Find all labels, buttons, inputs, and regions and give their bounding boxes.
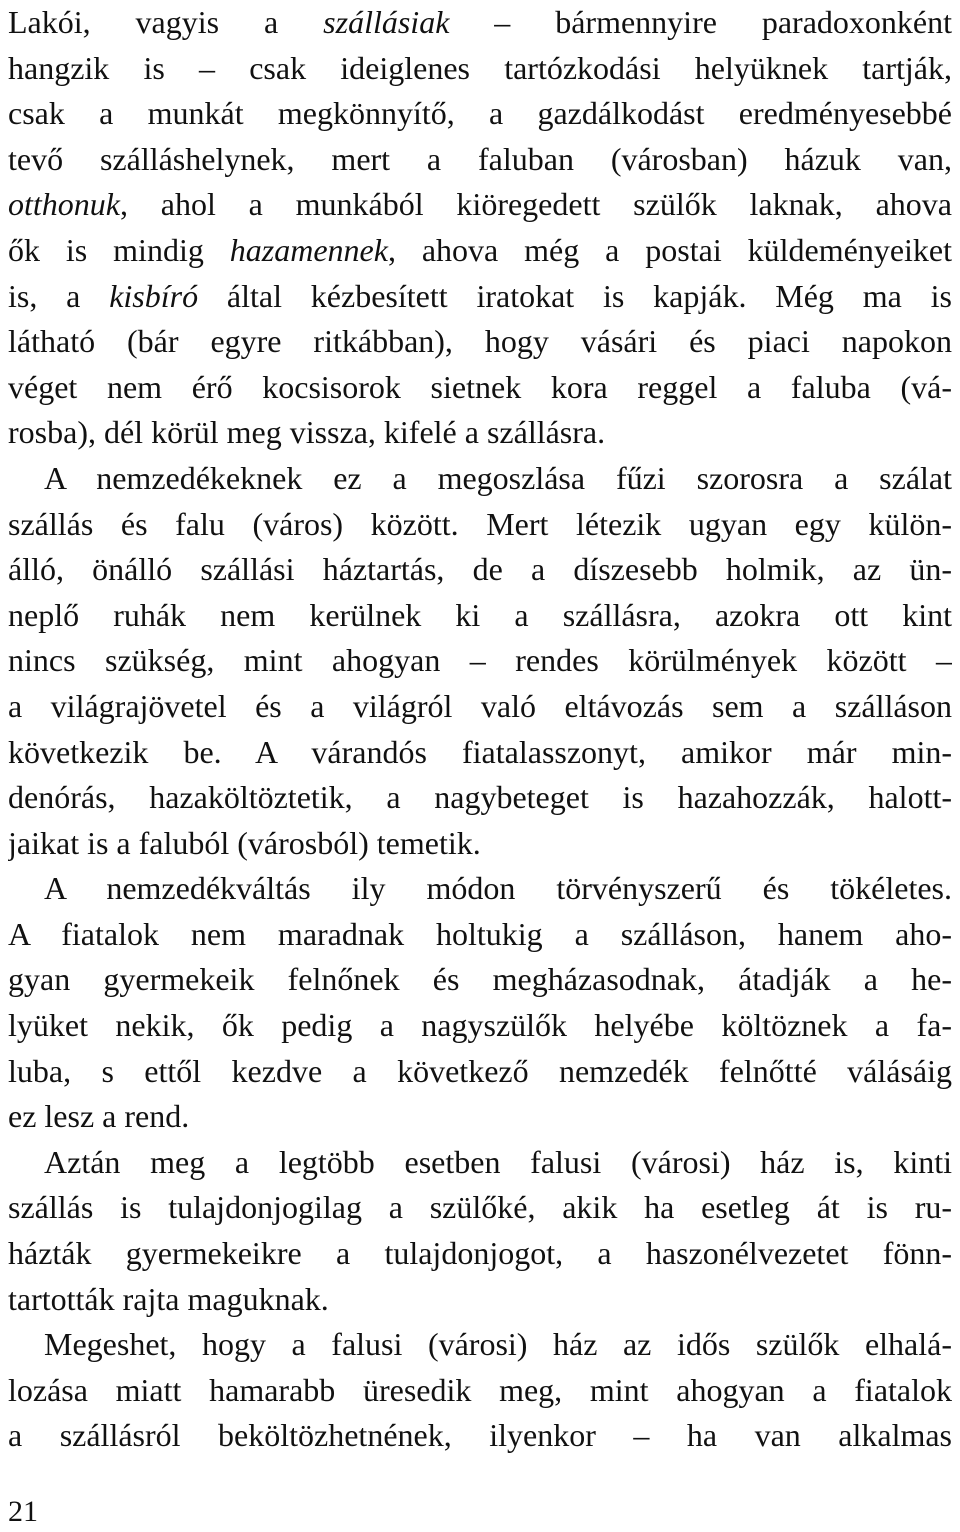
text-line <box>8 410 952 456</box>
text-line <box>8 1003 952 1049</box>
text-line <box>8 684 952 730</box>
text-segment: is, a <box>8 277 110 314</box>
text-segment: lozása miatt hamarabb üresedik meg, mint ahogyan a fiatalok <box>8 1371 952 1408</box>
text-line <box>8 1231 952 1277</box>
text-segment: jaikat is a faluból (városból) temetik. <box>8 824 481 861</box>
text-line <box>8 547 952 593</box>
text-segment: nincs szükség, mint ahogyan – rendes körülmények között – <box>8 642 952 679</box>
text-line <box>8 182 952 228</box>
text-line <box>8 957 952 1003</box>
text-line <box>8 821 952 867</box>
text-segment: lyüket nekik, ők pedig a nagyszülők helyébe költöznek a fa- <box>8 1007 952 1044</box>
page-number: 21 <box>8 1495 38 1528</box>
italic-term: kisbíró <box>109 277 199 314</box>
text-segment: tevő szálláshelynek, mert a faluban (városban) házuk van, <box>8 140 952 177</box>
text-segment: rosba), dél körül meg vissza, kifelé a szállásra. <box>8 414 606 451</box>
text-line <box>8 866 952 912</box>
text-segment: a szállásról beköltözhetnének, ilyenkor – ha van alkalmas <box>8 1417 952 1454</box>
text-line <box>8 730 952 776</box>
text-line <box>8 1322 952 1368</box>
text-line <box>8 1049 952 1095</box>
text-segment: a világrajövetel és a világról való eltávozás sem a szálláson <box>8 687 952 724</box>
text-segment: hangzik is – csak ideiglenes tartózkodási helyüknek tartják, <box>8 49 952 86</box>
text-line <box>8 912 952 958</box>
text-line <box>8 365 952 411</box>
text-line <box>8 137 952 183</box>
text-line <box>8 1185 952 1231</box>
text-line <box>8 228 952 274</box>
text-line <box>8 1413 952 1459</box>
text-line <box>8 456 952 502</box>
text-line <box>8 1140 952 1186</box>
text-line <box>8 1094 952 1140</box>
text-line <box>8 775 952 821</box>
text-line <box>8 0 952 46</box>
text-segment: ez lesz a rend. <box>8 1098 190 1135</box>
page-body-text <box>8 0 952 1459</box>
text-segment: álló, önálló szállási háztartás, de a díszesebb holmik, az ün- <box>8 551 952 588</box>
text-segment: A fiatalok nem maradnak holtukig a szálláson, hanem aho- <box>8 915 952 952</box>
text-segment: tartották rajta maguknak. <box>8 1280 329 1317</box>
text-line <box>8 319 952 365</box>
text-segment: , ahol a munkából kiöregedett szülők laknak, ahova <box>119 186 952 223</box>
text-segment: szállás is tulajdonjogilag a szülőké, akik ha esetleg át is ru- <box>8 1189 952 1226</box>
text-segment: házták gyermekeikre a tulajdonjogot, a haszonélvezetet fönn- <box>8 1235 952 1272</box>
italic-term: hazamennek <box>229 231 388 268</box>
text-segment: luba, s ettől kezdve a következő nemzedék felnőtté válásáig <box>8 1052 952 1089</box>
text-segment: véget nem érő kocsisorok sietnek kora reggel a faluba (vá- <box>8 368 952 405</box>
italic-term: otthonuk <box>8 186 120 223</box>
text-segment: , ahova még a postai küldeményeiket <box>387 231 952 268</box>
text-segment: látható (bár egyre ritkábban), hogy vásári és piaci napokon <box>8 323 952 360</box>
text-segment: szállás és falu (város) között. Mert létezik ugyan egy külön- <box>8 505 952 542</box>
text-segment: neplő ruhák nem kerülnek ki a szállásra, azokra ott kint <box>8 596 952 633</box>
text-segment: által kézbesített iratokat is kapják. Még ma is <box>198 277 952 314</box>
italic-term: szállásiak <box>323 4 450 40</box>
text-segment: következik be. A várandós fiatalasszonyt, amikor már min- <box>8 733 952 770</box>
text-line <box>8 1368 952 1414</box>
text-segment: csak a munkát megkönnyítő, a gazdálkodást eredményesebbé <box>8 95 952 132</box>
text-line <box>8 274 952 320</box>
text-segment: Lakói, vagyis a <box>8 4 324 40</box>
text-segment: denórás, hazaköltöztetik, a nagybeteget is hazahozzák, halott- <box>8 779 952 816</box>
text-segment: – bármennyire paradoxonként <box>449 4 952 40</box>
text-line <box>8 502 952 548</box>
text-line <box>8 638 952 684</box>
text-segment: Aztán meg a legtöbb esetben falusi (városi) ház is, kinti <box>44 1143 952 1180</box>
text-segment: A nemzedékváltás ily módon törvényszerű és tökéletes. <box>44 870 952 907</box>
text-segment: ők is mindig <box>8 231 230 268</box>
text-segment: A nemzedékeknek ez a megoszlása fűzi szorosra a szálat <box>44 459 952 496</box>
text-line <box>8 46 952 92</box>
text-line <box>8 593 952 639</box>
text-line <box>8 91 952 137</box>
text-line <box>8 1277 952 1323</box>
text-segment: gyan gyermekeik felnőnek és megházasodnak, átadják a he- <box>8 961 952 998</box>
text-segment: Megeshet, hogy a falusi (városi) ház az idős szülők elhalá- <box>44 1326 952 1363</box>
